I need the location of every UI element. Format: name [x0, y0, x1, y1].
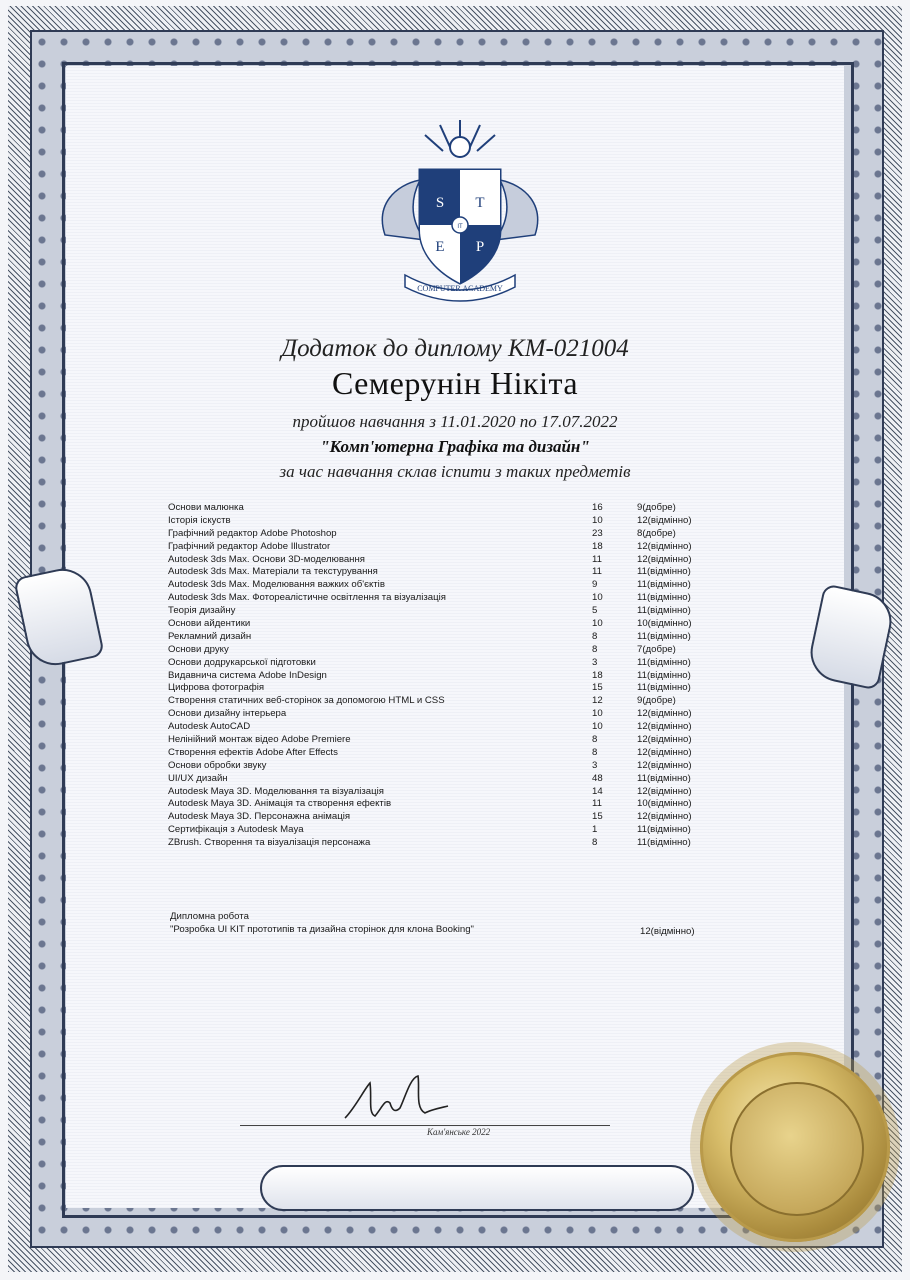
document-title: Додаток до диплому КМ-021004: [281, 335, 629, 362]
subject-hours: 8: [592, 837, 598, 849]
exams-intro: за час навчання склав іспити з таких предметів: [279, 462, 631, 481]
subject-grade: 11(відмінно): [637, 824, 691, 836]
subject-name: Основи малюнка: [168, 502, 244, 513]
subject-name: Рекламний дизайн: [168, 630, 252, 642]
subject-hours: 3: [592, 656, 598, 668]
crest-letter-s: S: [435, 195, 445, 211]
subject-name: Графічний редактор Adobe Illustrator: [168, 540, 331, 552]
subject-row: [168, 592, 708, 605]
subject-grade: 11(відмінно): [637, 682, 691, 694]
subject-name: Створення статичних веб-сторінок за допомогою HTML и CSS: [168, 695, 445, 707]
subject-row: [168, 631, 708, 644]
subject-grade: 12(відмінно): [637, 785, 692, 797]
subject-grade: 11(відмінно): [637, 566, 691, 578]
graduate-name: Семерунін Нікіта: [331, 365, 579, 401]
subject-name: Створення ефектів Adobe After Effects: [168, 746, 338, 758]
study-period: пройшов навчання з 11.01.2020 по 17.07.2022: [292, 412, 618, 431]
subject-row: [168, 811, 708, 824]
subject-hours: 10: [592, 514, 603, 526]
subject-hours: 12: [592, 695, 603, 707]
subject-row: [168, 798, 708, 811]
subject-name: Основи додрукарської підготовки: [168, 656, 316, 668]
subject-row: [168, 515, 708, 528]
subject-hours: 9: [592, 579, 598, 591]
subject-grade: 11(відмінно): [637, 579, 691, 591]
subject-hours: 8: [592, 746, 598, 758]
subject-row: [168, 605, 708, 618]
subject-grade: 10(відмінно): [637, 618, 692, 630]
subject-row: [168, 837, 708, 850]
subject-row: [168, 695, 708, 708]
place-and-year: Кам'янське 2022: [427, 1127, 491, 1137]
subject-grade: 11(відмінно): [637, 592, 691, 604]
bottom-scroll-ribbon: [260, 1165, 694, 1211]
subject-hours: 23: [592, 527, 603, 539]
gold-seal: [700, 1052, 890, 1242]
subject-grade: 12(відмінно): [637, 759, 692, 771]
subject-row: [168, 644, 708, 657]
subject-grade: 12(відмінно): [637, 811, 692, 823]
subject-name: Основи обробки звуку: [168, 759, 267, 771]
subject-grade: 11(відмінно): [637, 837, 691, 849]
subject-row: [168, 618, 708, 631]
subject-grade: 7(добре): [637, 643, 676, 655]
subject-hours: 10: [592, 708, 603, 720]
subject-hours: 5: [592, 605, 598, 617]
subject-hours: 14: [592, 785, 603, 797]
subject-name: ZBrush. Створення та візуалізація персонажа: [168, 837, 371, 849]
subject-row: [168, 528, 708, 541]
thesis-label: Дипломна робота: [170, 911, 249, 922]
subject-hours: 18: [592, 540, 603, 552]
subject-row: [168, 708, 708, 721]
crest-letter-e: E: [435, 239, 445, 255]
academy-crest-logo: [365, 115, 555, 305]
subject-name: Видавнича система Adobe InDesign: [168, 669, 327, 681]
subject-name: Autodesk 3ds Max. Моделювання важких об'єктів: [168, 579, 385, 591]
subject-grade: 12(відмінно): [637, 734, 692, 746]
course-name: "Комп'ютерна Графіка та дизайн": [320, 437, 590, 456]
thesis-title: "Розробка UI KIT прототипів та дизайна сторінок для клона Booking": [170, 923, 474, 935]
subject-grade: 11(відмінно): [637, 630, 691, 642]
crest-letter-t: T: [475, 195, 485, 211]
subject-name: Історія іскуств: [168, 514, 231, 526]
subject-grade: 12(відмінно): [637, 721, 692, 733]
subject-grade: 12(відмінно): [637, 553, 692, 565]
thesis-grade: 12(відмінно): [640, 926, 695, 937]
subject-name: Autodesk Maya 3D. Персонажна анімація: [168, 811, 351, 823]
subject-hours: 15: [592, 811, 603, 823]
thesis-block: [170, 911, 474, 936]
subject-row: [168, 760, 708, 773]
subject-name: UI/UX дизайн: [168, 772, 228, 784]
subject-row: [168, 786, 708, 799]
subjects-table: [168, 502, 708, 850]
subject-hours: 8: [592, 643, 598, 655]
subject-row: [168, 657, 708, 670]
subject-row: [168, 682, 708, 695]
subject-name: Нелінійний монтаж відео Adobe Premiere: [168, 734, 351, 746]
subject-row: [168, 747, 708, 760]
subject-name: Основи друку: [168, 643, 229, 655]
subject-hours: 8: [592, 630, 598, 642]
subject-row: [168, 541, 708, 554]
subject-grade: 11(відмінно): [637, 656, 691, 668]
subject-hours: 1: [592, 824, 598, 836]
subject-name: Autodesk Maya 3D. Анімація та створення ефектів: [168, 798, 392, 810]
subject-grade: 12(відмінно): [637, 540, 692, 552]
subject-row: [168, 502, 708, 515]
subject-row: [168, 773, 708, 786]
subject-hours: 10: [592, 618, 603, 630]
subject-grade: 12(відмінно): [637, 514, 692, 526]
subject-name: Autodesk AutoCAD: [168, 721, 251, 733]
seal-inner-emblem: [730, 1082, 864, 1216]
subject-grade: 11(відмінно): [637, 605, 691, 617]
subject-hours: 11: [592, 566, 602, 578]
subject-name: Сертифікація з Autodesk Maya: [168, 824, 304, 836]
subject-name: Autodesk 3ds Max. Матеріали та текстурування: [168, 566, 378, 578]
subject-grade: 10(відмінно): [637, 798, 692, 810]
subject-name: Цифрова фотографія: [168, 682, 265, 694]
subject-row: [168, 721, 708, 734]
subject-row: [168, 734, 708, 747]
subject-name: Autodesk 3ds Max. Фотореалістичне освітлення та візуалізація: [168, 592, 446, 604]
subject-grade: 9(добре): [637, 695, 676, 707]
subject-name: Autodesk 3ds Max. Основи 3D-моделювання: [168, 553, 365, 565]
subject-row: [168, 566, 708, 579]
subject-hours: 8: [592, 734, 598, 746]
subject-hours: 16: [592, 502, 603, 513]
subject-hours: 10: [592, 592, 603, 604]
handwritten-signature: [340, 1068, 450, 1128]
subject-row: [168, 579, 708, 592]
subject-name: Основи айдентики: [168, 618, 251, 630]
subject-name: Теорія дизайну: [168, 605, 236, 617]
subject-hours: 3: [592, 759, 598, 771]
subject-grade: 11(відмінно): [637, 772, 691, 784]
signature-line: [240, 1125, 610, 1126]
subject-hours: 18: [592, 669, 603, 681]
subject-row: [168, 670, 708, 683]
subject-hours: 10: [592, 721, 603, 733]
subject-name: Autodesk Maya 3D. Моделювання та візуалізація: [168, 785, 384, 797]
subject-row: [168, 554, 708, 567]
subject-grade: 8(добре): [637, 527, 676, 539]
subject-hours: 48: [592, 772, 603, 784]
subject-grade: 11(відмінно): [637, 669, 691, 681]
subject-grade: 9(добре): [637, 502, 676, 513]
subject-hours: 11: [592, 553, 602, 565]
subject-row: [168, 824, 708, 837]
subject-name: Графічний редактор Adobe Photoshop: [168, 527, 337, 539]
subject-grade: 12(відмінно): [637, 746, 692, 758]
crest-center-text: IT: [457, 224, 463, 230]
subject-grade: 12(відмінно): [637, 708, 692, 720]
subject-name: Основи дизайну інтерьера: [168, 708, 287, 720]
crest-banner-text: COMPUTER ACADEMY: [417, 284, 503, 293]
crest-letter-p: P: [475, 239, 485, 255]
subject-hours: 11: [592, 798, 602, 810]
subject-hours: 15: [592, 682, 603, 694]
